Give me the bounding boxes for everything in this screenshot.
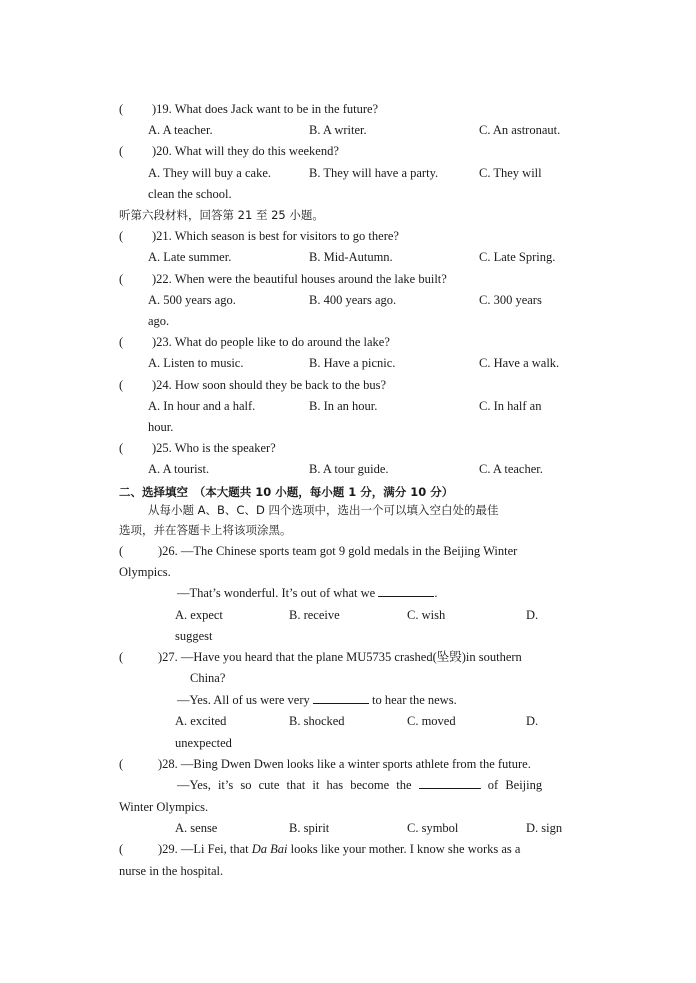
question-stem: )23. What do people like to do around the lake? (152, 335, 390, 349)
option-a: A. A tourist. (148, 462, 210, 476)
option-c-continued: hour. (148, 420, 174, 434)
option-b: B. 400 years ago. (309, 293, 397, 307)
question-stem: )28. —Bing Dwen Dwen looks like a winter sports athlete from the future. (158, 757, 531, 771)
question-stem: )19. What does Jack want to be in the future? (152, 102, 379, 116)
option-c: C. In half an (479, 399, 542, 413)
option-d: D. (526, 714, 539, 728)
dialogue-line: —Yes, it’s so cute that it has become the of Beijing (177, 778, 543, 792)
option-d: D. sign (526, 821, 563, 835)
option-b: B. They will have a party. (309, 166, 439, 180)
option-c: C. Late Spring. (479, 250, 556, 264)
question-stem-continued: Olympics. (119, 565, 171, 579)
answer-paren-open: ( (119, 335, 124, 349)
option-b: B. spirit (289, 821, 330, 835)
option-c: C. 300 years (479, 293, 542, 307)
dialogue-line: —That’s wonderful. It’s out of what we . (177, 586, 438, 600)
option-a: A. Late summer. (148, 250, 232, 264)
option-d-continued: suggest (175, 629, 213, 643)
question-stem: )26. —The Chinese sports team got 9 gold medals in the Beijing Winter (158, 544, 518, 558)
question-stem-continued: China? (190, 671, 226, 685)
answer-paren-open: ( (119, 144, 124, 158)
option-a: A. A teacher. (148, 123, 213, 137)
question-stem: )29. —Li Fei, that Da Bai looks like your mother. I know she works as a (158, 842, 521, 856)
answer-blank (313, 692, 369, 704)
option-c: C. They will (479, 166, 542, 180)
option-c: C. symbol (407, 821, 459, 835)
question-stem: )24. How soon should they be back to the bus? (152, 378, 386, 392)
section-instruction: 从每小题 A、B、C、D 四个选项中，选出一个可以填入空白处的最佳 (148, 503, 499, 517)
option-b: B. In an hour. (309, 399, 378, 413)
option-b: B. A writer. (309, 123, 367, 137)
option-c: C. Have a walk. (479, 356, 560, 370)
option-c-continued: ago. (148, 314, 170, 328)
answer-paren-open: ( (119, 757, 124, 771)
option-b: B. receive (289, 608, 340, 622)
answer-paren-open: ( (119, 229, 124, 243)
option-d-continued: unexpected (175, 736, 232, 750)
answer-blank (378, 585, 434, 597)
dialogue-line-continued: Winter Olympics. (119, 800, 209, 814)
question-stem-continued: nurse in the hospital. (119, 864, 224, 878)
answer-paren-open: ( (119, 102, 124, 116)
answer-paren-open: ( (119, 272, 124, 286)
answer-paren-open: ( (119, 650, 124, 664)
section-instruction: 听第六段材料，回答第 21 至 25 小题。 (119, 208, 324, 222)
option-a: A. expect (175, 608, 223, 622)
question-stem: )20. What will they do this weekend? (152, 144, 339, 158)
option-a: A. excited (175, 714, 227, 728)
option-a: A. 500 years ago. (148, 293, 236, 307)
option-c: C. moved (407, 714, 456, 728)
question-stem: )25. Who is the speaker? (152, 441, 276, 455)
option-c: C. An astronaut. (479, 123, 561, 137)
option-c: C. wish (407, 608, 446, 622)
answer-paren-open: ( (119, 378, 124, 392)
question-stem: )27. —Have you heard that the plane MU5735 crashed(坠毁)in southern (158, 650, 522, 664)
section-instruction-continued: 选项，并在答题卡上将该项涂黑。 (119, 523, 292, 537)
question-stem: )22. When were the beautiful houses around the lake built? (152, 272, 447, 286)
option-c: C. A teacher. (479, 462, 543, 476)
section-heading: 二、选择填空 （本大题共 10 小题，每小题 1 分，满分 10 分） (119, 485, 454, 499)
option-b: B. shocked (289, 714, 345, 728)
dialogue-line: —Yes. All of us were very to hear the news. (177, 693, 457, 707)
option-c-continued: clean the school. (148, 187, 232, 201)
answer-paren-open: ( (119, 441, 124, 455)
option-d: D. (526, 608, 539, 622)
question-stem: )21. Which season is best for visitors to go there? (152, 229, 399, 243)
answer-paren-open: ( (119, 842, 124, 856)
option-a: A. Listen to music. (148, 356, 244, 370)
option-a: A. sense (175, 821, 218, 835)
option-b: B. A tour guide. (309, 462, 389, 476)
answer-paren-open: ( (119, 544, 124, 558)
option-a: A. They will buy a cake. (148, 166, 271, 180)
answer-blank (419, 777, 481, 789)
option-b: B. Have a picnic. (309, 356, 396, 370)
option-b: B. Mid-Autumn. (309, 250, 393, 264)
option-a: A. In hour and a half. (148, 399, 256, 413)
